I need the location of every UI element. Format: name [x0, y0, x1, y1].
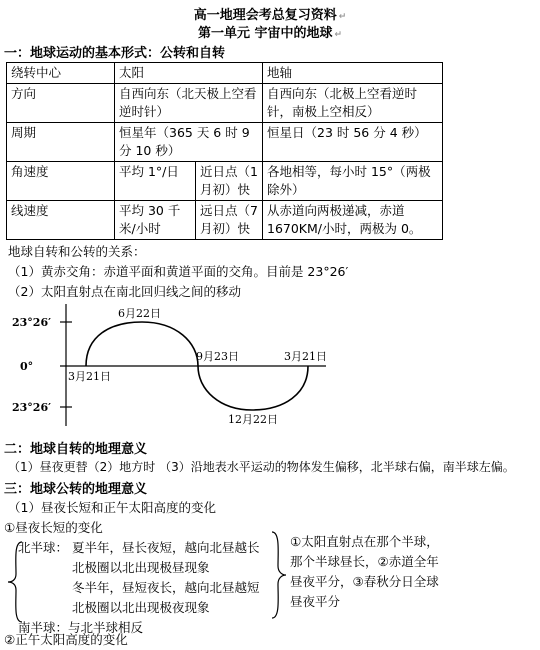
table-row: [7, 162, 443, 201]
subsolar-migration-diagram: [0, 300, 340, 430]
table-cell: 自西向东（北极上空看逆时针，南极上空相反）: [263, 84, 443, 123]
item-obliquity: （1）黄赤交角：赤道平面和黄道平面的交角。目前是 23°26′: [8, 264, 349, 279]
table-subcell: 近日点（1 月初）快: [200, 164, 258, 197]
item-subsolar: （2）太阳直射点在南北回归线之间的移动: [8, 284, 241, 299]
winter-line-b: 北极圈以北出现极夜现象: [72, 600, 210, 615]
south-hemisphere-line: 南半球：与北半球相反: [18, 620, 144, 635]
right-brace: [268, 530, 288, 620]
y-label-south: 23°26′: [12, 401, 52, 414]
table-header-cell: 地轴: [263, 63, 443, 84]
revolution-item1: （1）昼夜长短和正午太阳高度的变化: [8, 500, 216, 515]
table-row: [7, 84, 443, 123]
date-label-summer-solstice: 6月22日: [118, 307, 161, 320]
table-subcell: 平均 1°/日: [115, 162, 196, 200]
table-cell-split: [115, 201, 263, 240]
summer-line-b: 北极圈以北出现极昼现象: [72, 560, 210, 575]
table-header-cell: 绕转中心: [7, 63, 115, 84]
table-cell-split: [115, 162, 263, 201]
table-header-cell: 太阳: [115, 63, 263, 84]
table-cell: 恒星日（23 时 56 分 4 秒）: [263, 123, 443, 162]
date-label-spring-equinox-end: 3月21日: [284, 350, 327, 363]
table-subcell: 远日点（7 月初）快: [200, 203, 258, 236]
table-row: [7, 201, 443, 240]
table-row-label: 角速度: [7, 162, 115, 201]
north-hemisphere-label: 北半球：: [18, 540, 69, 555]
document-title: 高一地理会考总复习资料 ↵: [193, 8, 347, 23]
unit-title: 第一单元 宇宙中的地球 ↵: [197, 26, 343, 41]
table-row-label: 线速度: [7, 201, 115, 240]
note-line-4: 昼夜平分: [290, 594, 341, 609]
winter-line-a: 冬半年，昼短夜长，越向北昼越短: [72, 580, 260, 595]
note-line-1: ①太阳直射点在那个半球，: [290, 534, 439, 549]
date-label-winter-solstice: 12月22日: [228, 413, 278, 426]
table-cell: 各地相等，每小时 15°（两极除外）: [263, 162, 443, 201]
table-row-label: 方向: [7, 84, 115, 123]
section3-heading: 三：地球公转的地理意义: [4, 482, 148, 497]
rotation-significance: （1）昼夜更替（2）地方时 （3）沿地表水平运动的物体发生偏移，北半球右偏，南半球左偏。: [8, 460, 515, 474]
table-cell: 自西向东（北天极上空看逆时针）: [115, 84, 263, 123]
table-row: [7, 123, 443, 162]
table-row-label: 周期: [7, 123, 115, 162]
y-label-north: 23°26′: [12, 316, 52, 329]
y-label-equator: 0°: [20, 360, 34, 373]
date-label-spring-equinox-start: 3月21日: [68, 370, 111, 383]
table-cell: 恒星年（365 天 6 时 9 分 10 秒）: [115, 123, 263, 162]
table-row: [7, 63, 443, 84]
motion-comparison-table: [6, 62, 443, 240]
date-label-autumn-equinox: 9月23日: [196, 350, 239, 363]
daylength-subtitle: ①昼夜长短的变化: [4, 520, 103, 535]
summer-line-a: 夏半年，昼长夜短，越向北昼越长: [72, 540, 260, 555]
relation-title: 地球自转和公转的关系：: [8, 244, 146, 259]
noon-altitude-subtitle: ②正午太阳高度的变化: [4, 632, 128, 647]
table-subcell: 平均 30 千米/小时: [115, 201, 196, 239]
note-line-2: 那个半球昼长，②赤道全年: [290, 554, 439, 569]
table-cell: 从赤道向两极递减，赤道 1670KM/小时，两极为 0。: [263, 201, 443, 240]
note-line-3: 昼夜平分，③春秋分日全球: [290, 574, 439, 589]
section1-heading: 一：地球运动的基本形式：公转和自转: [4, 46, 226, 61]
section2-heading: 二：地球自转的地理意义: [4, 442, 148, 457]
